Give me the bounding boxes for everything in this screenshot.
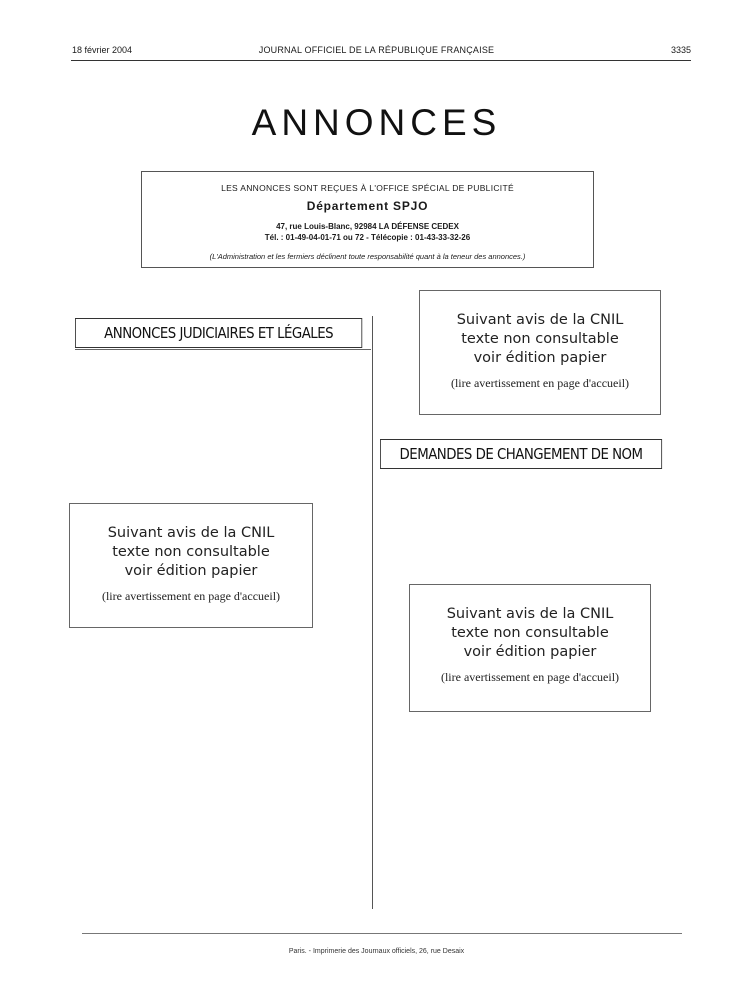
notice-subtext: (lire avertissement en page d'accueil) <box>440 670 620 684</box>
cnil-notice <box>409 584 651 712</box>
cnil-notice <box>69 503 313 628</box>
column-rule-horizontal <box>75 349 371 350</box>
info-line-department: Département SPJO <box>306 199 429 213</box>
footer-rule <box>82 933 682 934</box>
info-line-office: LES ANNONCES SONT REÇUES À L'OFFICE SPÉCIAL DE PUBLICITÉ <box>221 183 514 193</box>
notice-line: Suivant avis de la CNIL <box>456 312 624 328</box>
header-page-number: 3335 <box>670 45 691 55</box>
notice-line: texte non consultable <box>112 544 270 560</box>
notice-subtext: (lire avertissement en page d'accueil) <box>101 589 281 603</box>
info-line-phone: Tél. : 01-49-04-01-71 ou 72 - Télécopie : 01-43-33-32-26 <box>264 233 471 242</box>
notice-line: Suivant avis de la CNIL <box>446 606 614 622</box>
notice-line: voir édition papier <box>463 644 597 660</box>
cnil-notice <box>419 290 661 415</box>
notice-line: texte non consultable <box>451 625 609 641</box>
footer-imprint: Paris. - Imprimerie des Journaux officiels, 26, rue Desaix <box>288 948 465 955</box>
notice-line: voir édition papier <box>473 350 607 366</box>
header-journal-title: JOURNAL OFFICIEL DE LA RÉPUBLIQUE FRANÇAISE <box>258 45 495 55</box>
info-line-address: 47, rue Louis-Blanc, 92984 LA DÉFENSE CEDEX <box>276 222 459 231</box>
page-title: ANNONCES <box>251 102 502 143</box>
info-line-disclaimer: (L'Administration et les fermiers déclinent toute responsabilité quant à la teneur des annonces.) <box>209 252 526 261</box>
notice-subtext: (lire avertissement en page d'accueil) <box>450 376 630 390</box>
notice-line: voir édition papier <box>124 563 258 579</box>
notice-line: texte non consultable <box>461 331 619 347</box>
header-rule <box>71 60 691 61</box>
header-date: 18 février 2004 <box>72 45 133 55</box>
section-heading-changement-nom: DEMANDES DE CHANGEMENT DE NOM <box>380 439 662 469</box>
info-box <box>141 171 594 268</box>
section-heading-judiciaires: ANNONCES JUDICIAIRES ET LÉGALES <box>75 318 362 348</box>
notice-line: Suivant avis de la CNIL <box>107 525 275 541</box>
column-rule-vertical <box>372 316 373 909</box>
